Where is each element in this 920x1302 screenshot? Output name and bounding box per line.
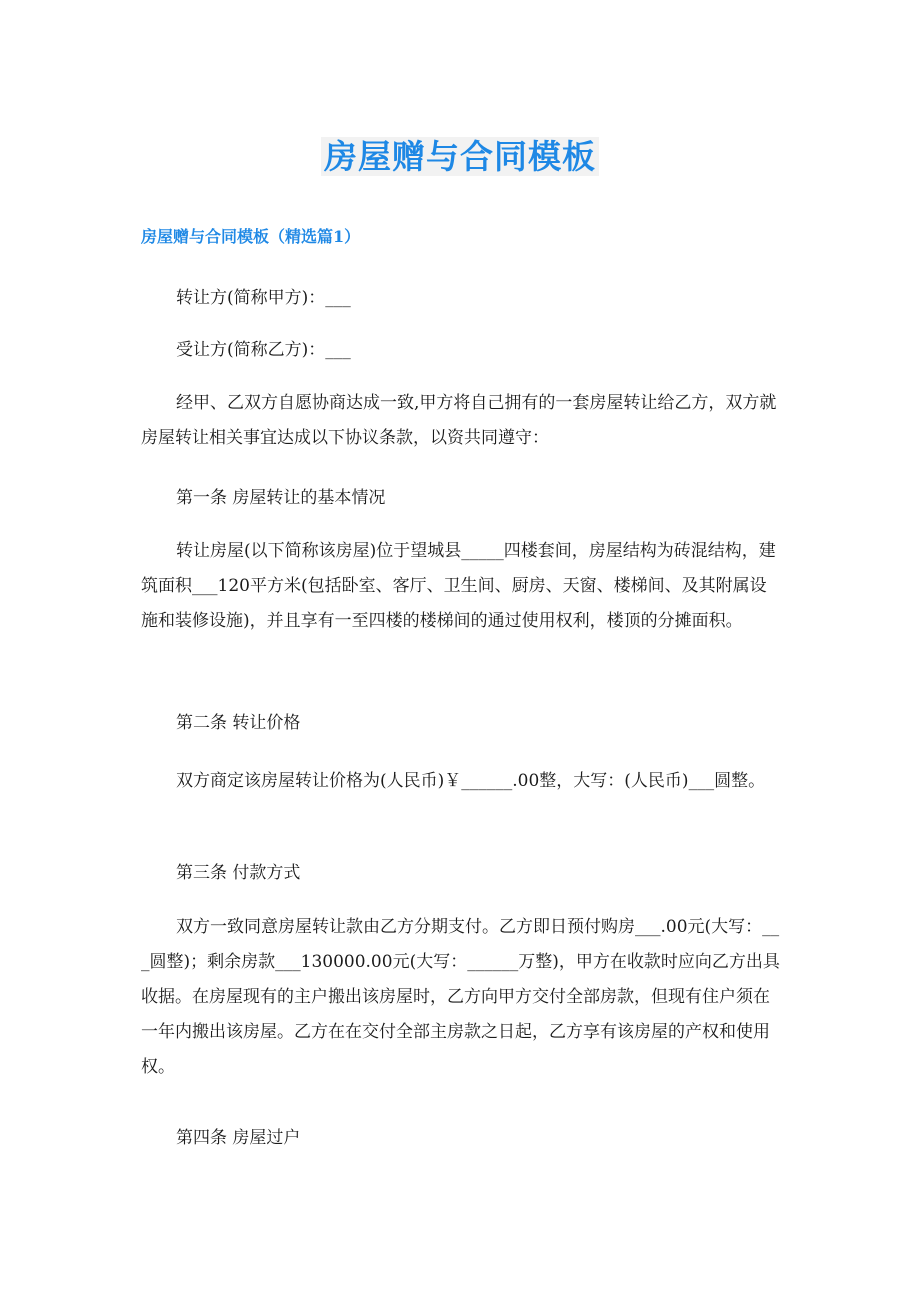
article-3-heading: 第三条 付款方式 — [176, 863, 301, 883]
article-4-heading: 第四条 房屋过户 — [176, 1128, 301, 1148]
article-1-heading: 第一条 房屋转让的基本情况 — [176, 488, 386, 508]
document-title-text: 房屋赠与合同模板 — [321, 137, 599, 176]
document-title — [0, 132, 920, 182]
section-subtitle: 房屋赠与合同模板（精选篇1） — [141, 227, 361, 246]
paragraph-transferee: 受让方(简称乙方)：___ — [176, 340, 351, 360]
article-3-body: 双方一致同意房屋转让款由乙方分期支付。乙方即日预付购房___.00元(大写：___圆整)；剩余房款___130000.00元(大写：______万整)，甲方在收款时应向乙方出具收据。在房屋现有的主户搬出该房屋时，乙方向甲方交付全部房款，但现有住户须在一年内搬出该房屋。乙方在在交付全部主房款之日起，乙方享有该房屋的产权和使用权。 — [141, 917, 780, 1077]
article-2-body: 双方商定该房屋转让价格为(人民币)￥______.00整，大写：(人民币)___圆整。 — [176, 771, 766, 791]
article-2-heading: 第二条 转让价格 — [176, 713, 301, 733]
paragraph-transferor: 转让方(简称甲方)：___ — [176, 288, 351, 308]
article-1-body: 转让房屋(以下简称该房屋)位于望城县_____四楼套间，房屋结构为砖混结构，建筑面积___120平方米(包括卧室、客厅、卫生间、厨房、天窗、楼梯间、及其附属设施和装修设施)，并且享有一至四楼的楼梯间的通过使用权利，楼顶的分摊面积。 — [141, 541, 776, 631]
paragraph-preamble: 经甲、乙双方自愿协商达成一致,甲方将自己拥有的一套房屋转让给乙方，双方就房屋转让相关事宜达成以下协议条款，以资共同遵守： — [141, 393, 777, 448]
